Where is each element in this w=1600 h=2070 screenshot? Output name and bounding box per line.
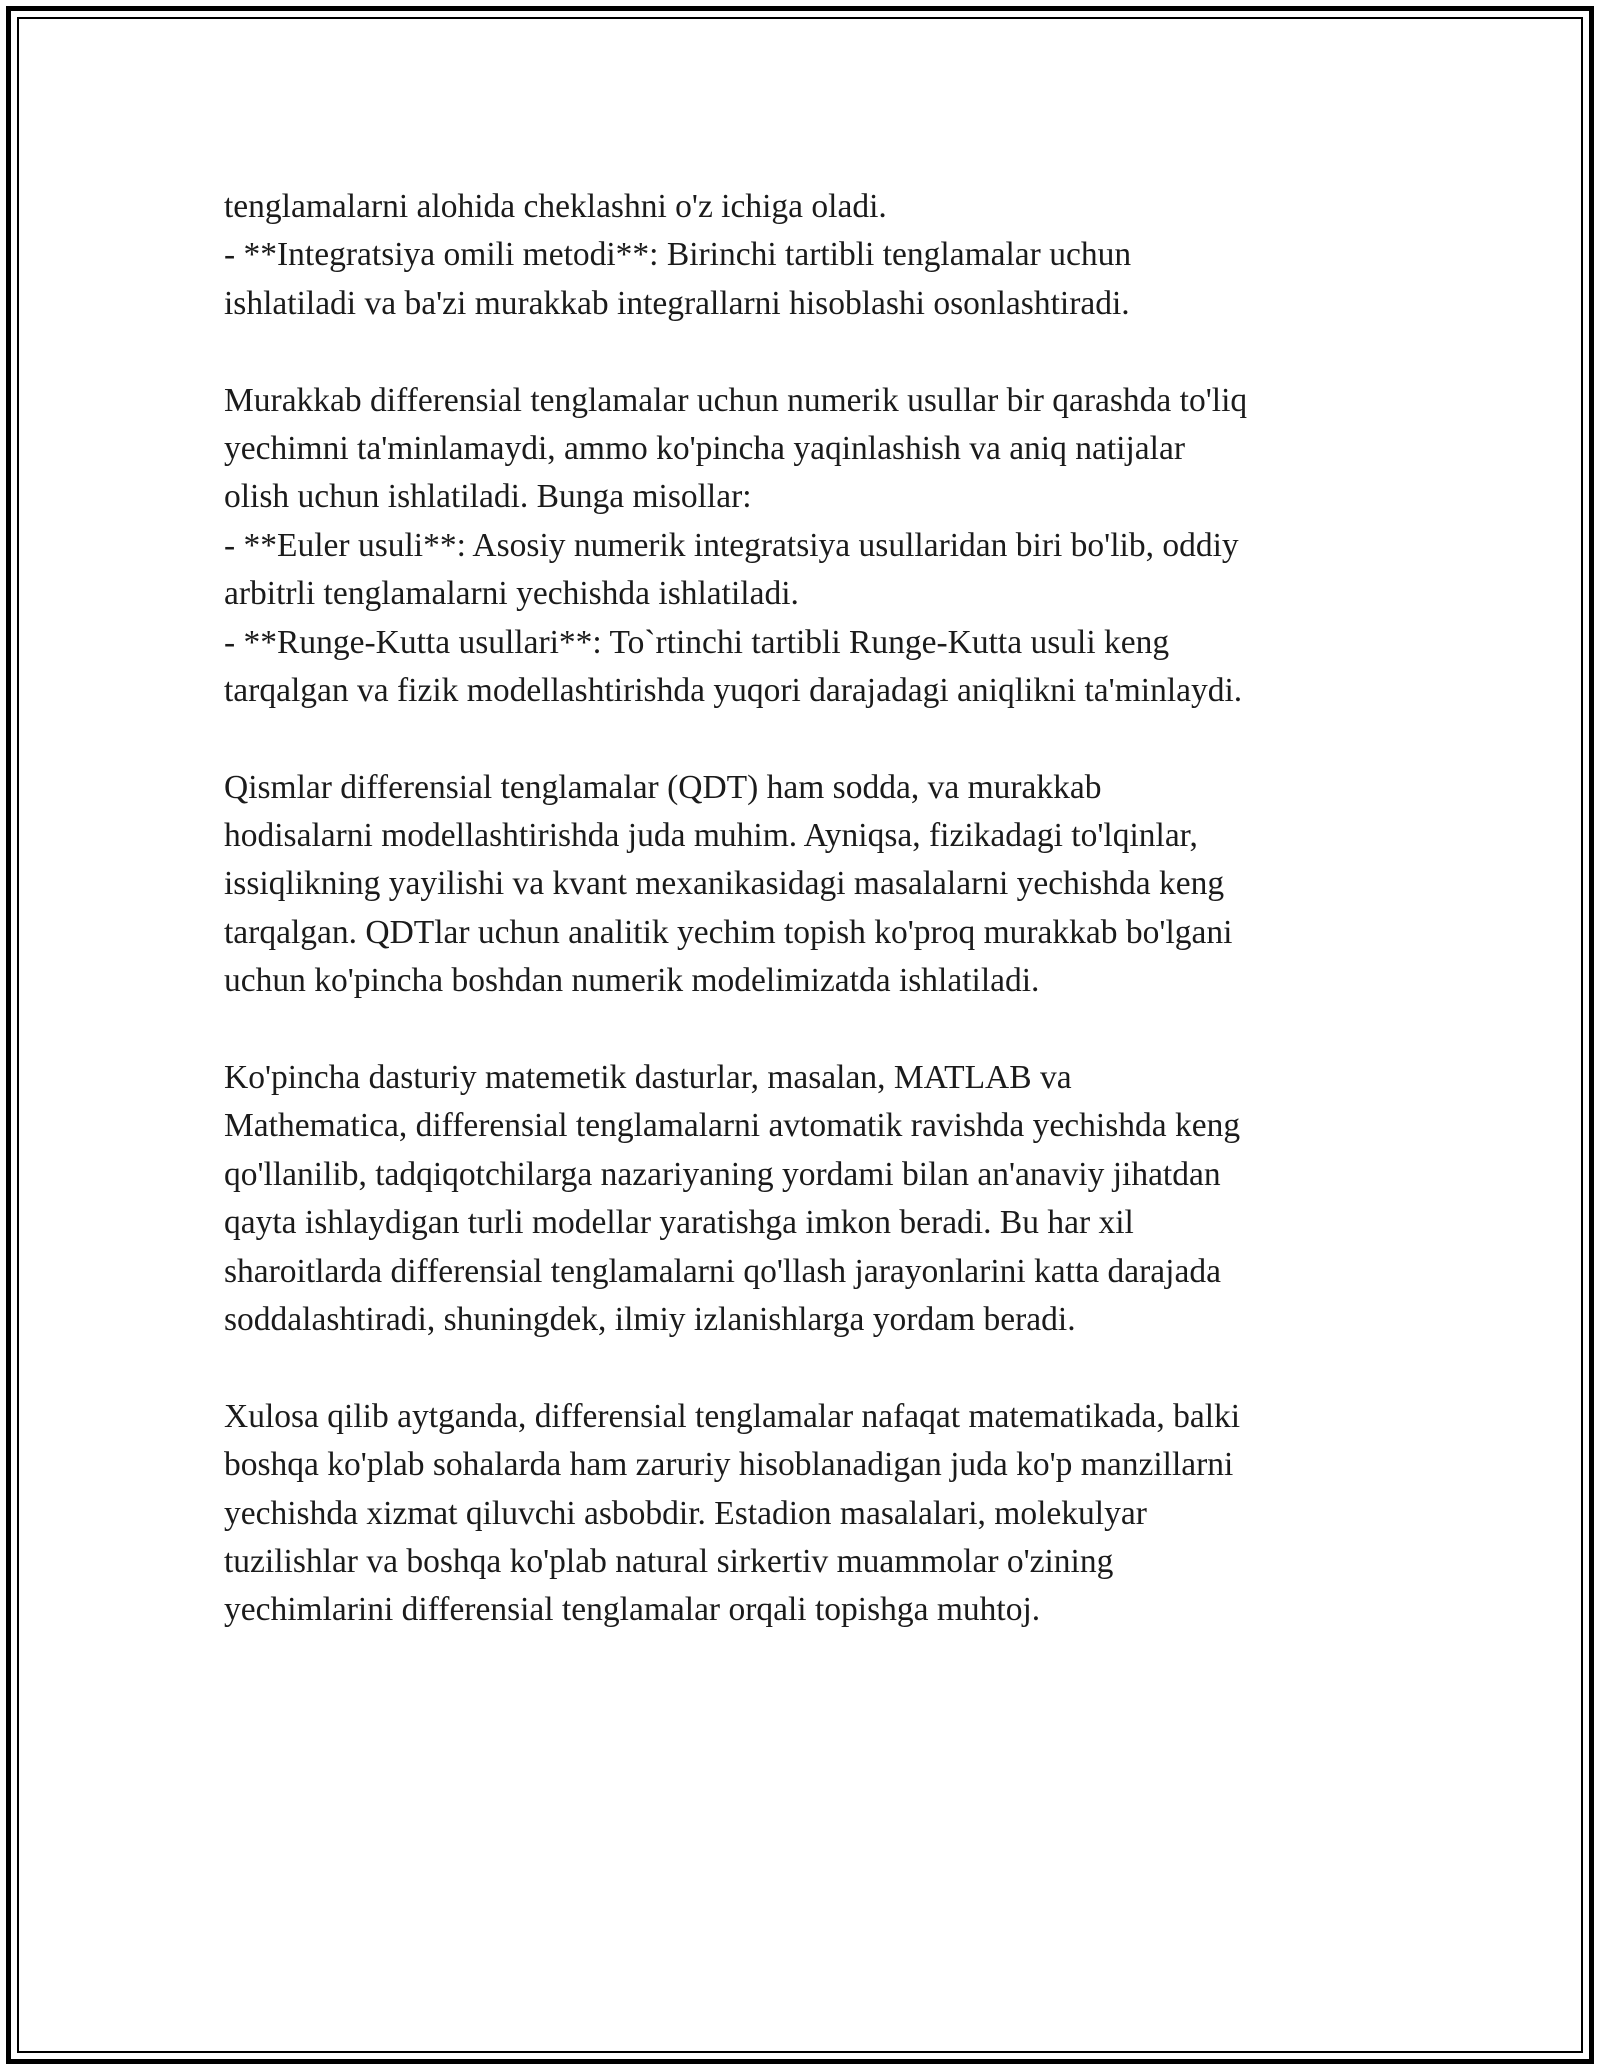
text-line: yechishda xizmat qiluvchi asbobdir. Estadion masalalari, molekulyar (224, 1494, 1147, 1532)
text-line: - **Euler usuli**: Asosiy numerik integratsiya usullaridan biri bo'lib, oddiy (224, 526, 1239, 564)
paragraph (224, 764, 1374, 1006)
text-line: tarqalgan. QDTlar uchun analitik yechim topish ko'proq murakkab bo'lgani (224, 913, 1233, 951)
text-line: qo'llanilib, tadqiqotchilarga nazariyaning yordami bilan an'anaviy jihatdan (224, 1155, 1221, 1193)
text-line: ishlatiladi va ba'zi murakkab integrallarni hisoblashi osonlashtiradi. (224, 284, 1130, 322)
text-line: olish uchun ishlatiladi. Bunga misollar: (224, 478, 752, 516)
text-line: Ko'pincha dasturiy matemetik dasturlar, masalan, MATLAB va (224, 1059, 1072, 1097)
text-line: hodisalarni modellashtirishda juda muhim. Ayniqsa, fizikadagi to'lqinlar, (224, 817, 1198, 855)
text-line: Xulosa qilib aytganda, differensial tenglamalar nafaqat matematikada, balki (224, 1397, 1241, 1435)
text-line: yechimni ta'minlamaydi, ammo ko'pincha yaqinlashish va aniq natijalar (224, 429, 1185, 467)
text-line: Qismlar differensial tenglamalar (QDT) ham sodda, va murakkab (224, 768, 1102, 806)
text-line: issiqlikning yayilishi va kvant mexanikasidagi masalalarni yechishda keng (224, 865, 1225, 903)
text-line: tenglamalarni alohida cheklashni o'z ichiga oladi. (224, 188, 887, 225)
text-line: yechimlarini differensial tenglamalar orqali topishga muhtoj. (224, 1591, 1041, 1629)
text-line: soddalashtiradi, shuningdek, ilmiy izlanishlarga yordam beradi. (224, 1300, 1076, 1338)
text-line: tarqalgan va fizik modellashtirishda yuqori darajadagi aniqlikni ta'minlaydi. (224, 671, 1243, 709)
text-line: boshqa ko'plab sohalarda ham zaruriy hisoblanadigan juda ko'p manzillarni (224, 1446, 1234, 1484)
paragraph (224, 1054, 1374, 1344)
text-line: uchun ko'pincha boshdan numerik modelimizatda ishlatiladi. (224, 962, 1040, 1000)
text-line: qayta ishlaydigan turli modellar yaratishga imkon beradi. Bu har xil (224, 1204, 1134, 1242)
paragraph-gap (224, 328, 1374, 376)
paragraph (224, 377, 1374, 716)
paragraph (224, 1393, 1374, 1635)
document-body (224, 183, 1374, 1635)
paragraph-gap (224, 1344, 1374, 1392)
text-line: Mathematica, differensial tenglamalarni avtomatik ravishda yechishda keng (224, 1107, 1241, 1145)
text-line: - **Runge-Kutta usullari**: To`rtinchi tartibli Runge-Kutta usuli keng (224, 623, 1170, 661)
paragraph-gap (224, 715, 1374, 763)
text-line: tuzilishlar va boshqa ko'plab natural sirkertiv muammolar o'zining (224, 1542, 1114, 1580)
text-line: - **Integratsiya omili metodi**: Birinchi tartibli tenglamalar uchun (224, 236, 1132, 274)
paragraph-gap (224, 1006, 1374, 1054)
text-line: arbitrli tenglamalarni yechishda ishlatiladi. (224, 575, 799, 613)
text-line: Murakkab differensial tenglamalar uchun numerik usullar bir qarashda to'liq (224, 381, 1248, 419)
text-line: sharoitlarda differensial tenglamalarni qo'llash jarayonlarini katta darajada (224, 1252, 1221, 1290)
paragraph (224, 183, 1374, 328)
